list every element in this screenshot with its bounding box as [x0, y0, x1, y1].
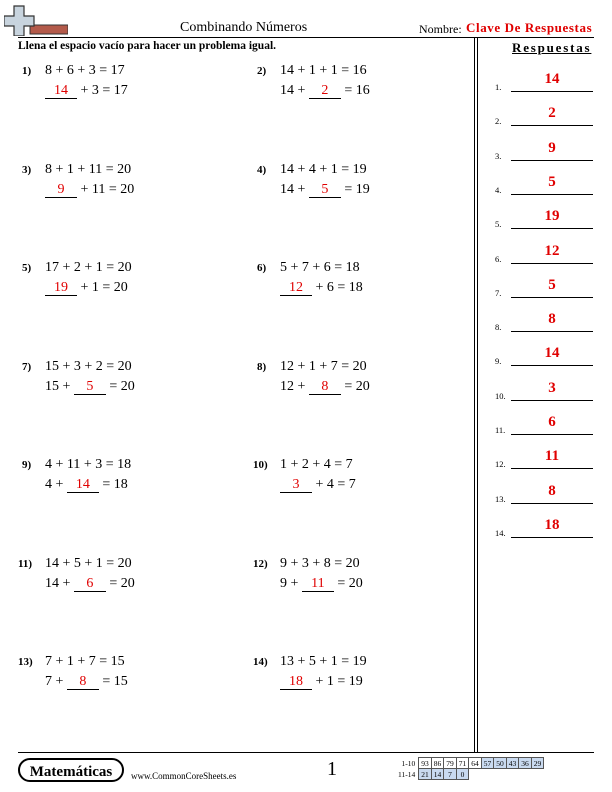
answer-value: 14	[544, 71, 560, 87]
problem-number: 2)	[257, 65, 267, 77]
problem-fill-line	[45, 477, 128, 493]
fill-after: + 4 = 7	[312, 477, 356, 492]
answer-line	[511, 503, 593, 504]
problem-number: 1)	[22, 65, 32, 77]
score-cell: 36	[519, 758, 532, 769]
answer-blank: 8	[67, 675, 99, 690]
answer-line	[511, 297, 593, 298]
footer-rule	[18, 752, 594, 753]
answer-line	[511, 365, 593, 366]
score-cell: 86	[431, 758, 444, 769]
problem-equation: 13 + 5 + 1 = 19	[280, 654, 367, 669]
problem-number: 10)	[253, 459, 268, 471]
problem-fill-line	[280, 83, 370, 99]
score-range-label: 11-14	[398, 769, 416, 779]
answer-blank: 12	[280, 281, 312, 296]
fill-before: 14 +	[280, 181, 309, 197]
answer-value: 9	[548, 139, 556, 156]
answer-value: 18	[544, 516, 560, 533]
score-table	[396, 757, 544, 780]
answer-number: 8.	[495, 322, 502, 333]
answer-number: 10.	[495, 390, 506, 401]
problem-equation: 8 + 6 + 3 = 17	[45, 63, 125, 78]
fill-after: = 20	[105, 378, 135, 394]
score-cell: 50	[494, 758, 507, 769]
fill-before: 12 +	[280, 378, 309, 394]
problem-fill-line	[45, 379, 135, 395]
answer-line	[511, 194, 593, 195]
answer-number: 11.	[495, 425, 506, 435]
answer-value: 2	[548, 105, 556, 122]
problem-equation: 9 + 3 + 8 = 20	[280, 555, 360, 571]
answer-number: 4.	[495, 184, 502, 195]
problem-fill-line	[280, 280, 363, 296]
answer-column-divider	[474, 38, 475, 752]
problem-fill-line	[45, 674, 128, 690]
problem-fill-line	[280, 477, 356, 493]
problem-fill-line	[280, 576, 363, 592]
problem-equation: 14 + 4 + 1 = 19	[280, 161, 367, 177]
answer-number: 9.	[495, 356, 502, 367]
problem-number: 3)	[22, 163, 32, 176]
problem-number: 11)	[18, 557, 33, 570]
answer-number: 7.	[495, 287, 502, 298]
answer-number: 14.	[495, 527, 506, 538]
answer-value: 8	[548, 482, 556, 499]
answer-line	[511, 331, 593, 332]
answer-line	[511, 434, 593, 435]
answer-blank: 14	[45, 84, 77, 99]
page-number: 1	[327, 758, 337, 780]
fill-after: + 1 = 19	[312, 674, 363, 689]
score-cell: 43	[506, 758, 519, 769]
answer-blank: 2	[309, 84, 341, 99]
worksheet-title: Combinando Números	[180, 20, 308, 35]
score-cell: 29	[531, 758, 544, 769]
score-cell: 14	[431, 769, 444, 780]
answer-value: 8	[548, 311, 556, 328]
answer-blank: 19	[45, 281, 77, 296]
answer-line	[511, 160, 593, 161]
fill-before: 7 +	[45, 674, 67, 689]
problem-number: 7)	[22, 360, 32, 373]
score-cell: 79	[444, 758, 457, 769]
name-value: Clave De Respuestas	[466, 20, 593, 35]
answer-line	[511, 91, 593, 92]
problem-number: 8)	[257, 360, 267, 373]
problem-fill-line	[45, 182, 134, 198]
answer-blank: 3	[280, 478, 312, 493]
problem-number: 4)	[257, 163, 267, 176]
score-cell: 57	[481, 758, 494, 769]
answer-number: 13.	[495, 493, 506, 504]
answer-value: 11	[544, 448, 560, 465]
problem-equation: 4 + 11 + 3 = 18	[45, 457, 132, 472]
answer-blank: 14	[67, 478, 99, 493]
answer-line	[511, 537, 593, 538]
score-range-label: 1-10	[401, 758, 416, 768]
problem-fill-line	[280, 674, 363, 690]
problem-equation: 14 + 1 + 1 = 16	[280, 63, 367, 78]
problem-equation: 8 + 1 + 11 = 20	[45, 161, 132, 177]
fill-after: = 15	[98, 674, 128, 689]
fill-before: 9 +	[280, 575, 302, 591]
fill-after: + 1 = 20	[77, 280, 128, 295]
fill-after: = 19	[340, 181, 370, 197]
score-cell: 21	[419, 769, 432, 780]
brand-badge: Matemáticas	[18, 758, 124, 782]
answer-number: 1.	[495, 82, 502, 92]
problem-equation: 17 + 2 + 1 = 20	[45, 260, 132, 275]
answer-blank: 8	[309, 380, 341, 395]
problem-equation: 7 + 1 + 7 = 15	[45, 654, 125, 669]
answer-value: 14	[544, 345, 560, 362]
score-row	[396, 769, 544, 780]
fill-before: 14 +	[45, 575, 74, 591]
fill-after: = 20	[105, 575, 135, 591]
answer-number: 5.	[495, 219, 502, 230]
fill-before: 4 +	[45, 477, 67, 492]
score-cell: 93	[419, 758, 432, 769]
answer-blank: 9	[45, 183, 77, 198]
instructions: Llena el espacio vacío para hacer un problema igual.	[18, 40, 277, 52]
problem-fill-line	[45, 280, 128, 296]
fill-before: 15 +	[45, 378, 74, 394]
site-url: www.CommonCoreSheets.es	[131, 771, 237, 781]
score-cell: 0	[456, 769, 469, 780]
answer-value: 12	[544, 242, 560, 259]
answer-blank: 11	[302, 577, 334, 592]
score-row	[396, 758, 544, 769]
fill-after: = 20	[340, 378, 370, 394]
problem-number: 13)	[18, 656, 33, 668]
problem-number: 12)	[253, 557, 268, 570]
answer-value: 3	[548, 379, 556, 396]
answer-value: 19	[544, 208, 560, 225]
problem-fill-line	[45, 83, 128, 99]
answer-number: 6.	[495, 253, 502, 264]
problem-equation: 1 + 2 + 4 = 7	[280, 457, 353, 472]
fill-before: 14 +	[280, 83, 309, 98]
answer-value: 5	[548, 173, 556, 190]
score-cell: 71	[456, 758, 469, 769]
answer-number: 3.	[495, 150, 502, 161]
answer-line	[511, 468, 593, 469]
problem-equation: 12 + 1 + 7 = 20	[280, 358, 367, 374]
name-label: Nombre:	[419, 22, 462, 36]
answer-line	[511, 263, 593, 264]
answer-key-heading: Respuestas	[512, 40, 592, 55]
fill-after: = 16	[340, 83, 370, 98]
problem-number: 9)	[22, 459, 32, 471]
answer-number: 12.	[495, 459, 506, 470]
problem-number: 14)	[253, 656, 268, 668]
fill-after: = 20	[333, 575, 363, 591]
answer-blank: 5	[74, 380, 106, 395]
plus-logo-icon	[4, 4, 68, 36]
answer-value: 5	[548, 276, 556, 293]
header-rule	[18, 37, 594, 38]
problem-fill-line	[280, 182, 370, 198]
fill-after: = 18	[98, 477, 128, 492]
answer-line	[511, 400, 593, 401]
problem-fill-line	[280, 379, 370, 395]
fill-after: + 3 = 17	[77, 83, 128, 98]
problem-equation: 14 + 5 + 1 = 20	[45, 555, 132, 571]
answer-column-divider-inner	[477, 38, 478, 752]
problem-equation: 5 + 7 + 6 = 18	[280, 260, 360, 275]
problem-equation: 15 + 3 + 2 = 20	[45, 358, 132, 374]
problem-number: 5)	[22, 262, 32, 274]
answer-blank: 6	[74, 577, 106, 592]
score-cell: 7	[444, 769, 457, 780]
score-cell: 64	[469, 758, 482, 769]
fill-after: + 11 = 20	[77, 181, 135, 197]
problem-number: 6)	[257, 262, 267, 274]
answer-blank: 18	[280, 675, 312, 690]
answer-line	[511, 228, 593, 229]
problem-fill-line	[45, 576, 135, 592]
answer-line	[511, 125, 593, 126]
fill-after: + 6 = 18	[312, 280, 363, 295]
answer-value: 6	[548, 414, 556, 430]
answer-number: 2.	[495, 116, 502, 127]
answer-blank: 5	[309, 183, 341, 198]
